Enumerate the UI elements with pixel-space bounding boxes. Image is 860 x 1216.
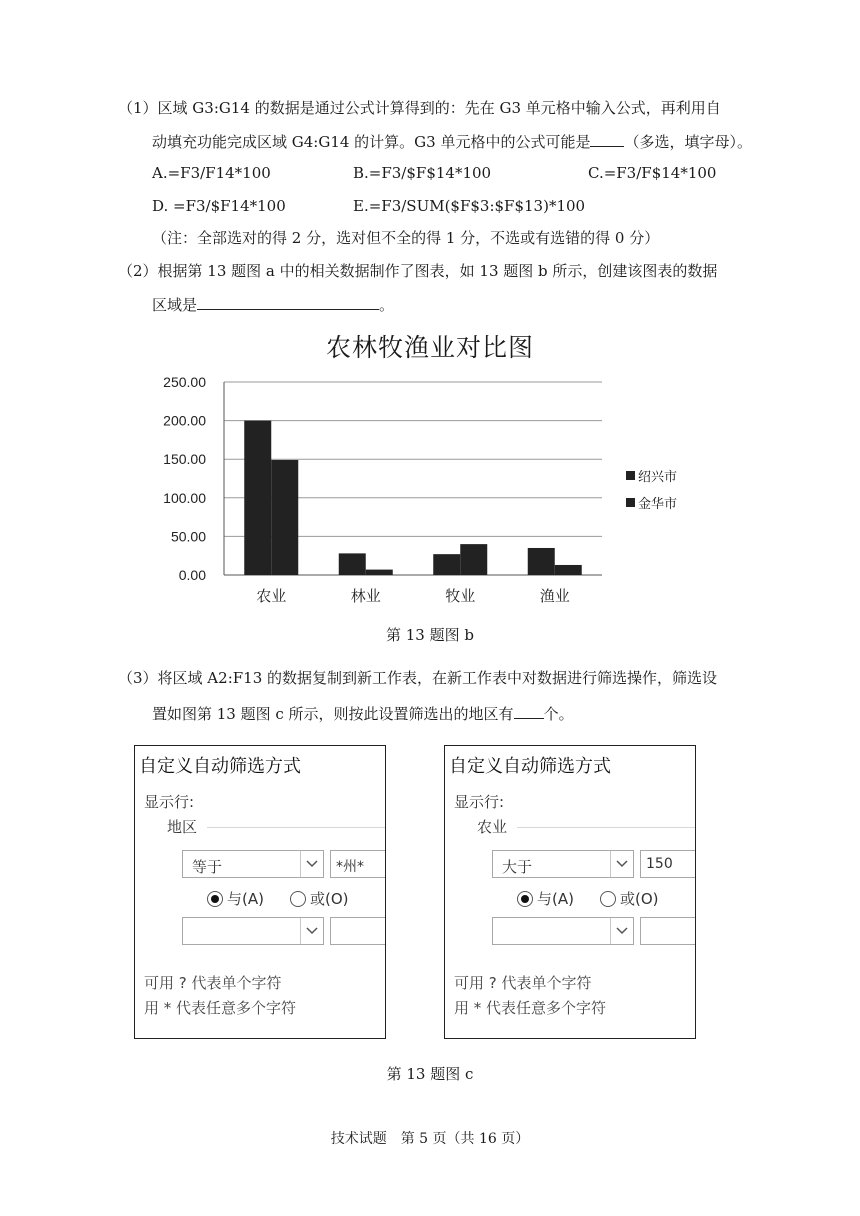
operator-value: 等于 (192, 858, 223, 876)
q1-line2-text: 动填充功能完成区域 G4:G14 的计算。G3 单元格中的公式可能是 (152, 133, 591, 151)
radio-unselected-icon[interactable] (290, 891, 306, 907)
legend-label: 金华市 (638, 497, 678, 512)
legend-label: 绍兴市 (638, 470, 678, 485)
q3-line2-end: 个。 (543, 705, 574, 723)
dialog-title: 自定义自动筛选方式 (449, 756, 611, 777)
and-radio[interactable] (517, 888, 574, 909)
criteria-input[interactable] (640, 850, 695, 878)
q2-line1: （2）根据第 13 题图 a 中的相关数据制作了图表，如 13 题图 b 所示，创建该图表的数据 (118, 262, 718, 280)
answer-blank (590, 130, 624, 147)
hint-single-char: 可用 ? 代表单个字符 (144, 974, 282, 992)
chevron-down-icon[interactable] (610, 918, 633, 944)
legend-swatch-icon (626, 498, 635, 507)
radio-dot (521, 895, 529, 903)
bar-chart (0, 370, 860, 610)
figure-c-caption: 第 13 题图 c (386, 1065, 474, 1083)
or-label: 或(O) (310, 890, 349, 908)
x-tick-label: 渔业 (539, 587, 570, 605)
operator-select-2[interactable] (182, 917, 324, 945)
answer-blank (197, 293, 379, 310)
radio-selected-icon[interactable] (207, 891, 223, 907)
and-label: 与(A) (537, 890, 574, 908)
bar-绍兴市 (528, 548, 555, 575)
q3-line1: （3）将区域 A2:F13 的数据复制到新工作表，在新工作表中对数据进行筛选操作，筛选设 (118, 669, 718, 687)
legend-item-jinhua (626, 493, 677, 512)
figure-b-caption: 第 13 题图 b (386, 626, 474, 644)
criteria-value: *州* (336, 859, 364, 875)
filter-field-label: 地区 (167, 818, 198, 836)
operator-value: 大于 (502, 858, 533, 876)
field-divider (517, 827, 695, 828)
bar-金华市 (366, 570, 393, 575)
field-divider (207, 827, 385, 828)
q1-option-b: B.=F3/$F$14*100 (353, 164, 492, 182)
legend-item-shaoxing (626, 466, 677, 485)
chart-title: 农林牧渔业对比图 (325, 333, 534, 362)
criteria-input-2[interactable] (640, 917, 695, 945)
radio-dot (211, 895, 219, 903)
and-label: 与(A) (227, 890, 264, 908)
or-label: 或(O) (620, 890, 659, 908)
hint-multi-char: 用 * 代表任意多个字符 (144, 999, 297, 1017)
bar-金华市 (460, 544, 487, 575)
q3-line2-text: 置如图第 13 题图 c 所示，则按此设置筛选出的地区有 (152, 705, 514, 723)
radio-unselected-icon[interactable] (600, 891, 616, 907)
q3-line2 (152, 702, 574, 724)
x-tick-label: 农业 (256, 587, 287, 605)
y-tick-label: 50.00 (170, 528, 206, 545)
bar-金华市 (555, 565, 582, 575)
x-tick-label: 林业 (350, 587, 381, 605)
q2-line2-end: 。 (379, 296, 395, 314)
criteria-input-2[interactable] (330, 917, 385, 945)
or-radio[interactable] (600, 888, 659, 909)
y-tick-label: 0.00 (178, 567, 206, 583)
q2-line2 (152, 293, 394, 315)
show-rows-label: 显示行: (144, 793, 195, 811)
legend-swatch-icon (626, 471, 635, 480)
bar-金华市 (271, 460, 298, 575)
bar-绍兴市 (433, 554, 460, 575)
x-tick-label: 牧业 (445, 587, 476, 605)
q1-line1: （1）区域 G3:G14 的数据是通过公式计算得到的：先在 G3 单元格中输入公式，再利用自 (118, 99, 721, 117)
bar-绍兴市 (339, 553, 366, 575)
operator-select-2[interactable] (492, 917, 634, 945)
bar-绍兴市 (244, 421, 271, 575)
custom-filter-dialog-agriculture (444, 745, 696, 1039)
y-tick-label: 100.00 (163, 489, 206, 506)
q1-line2-end: （多选，填字母）。 (624, 133, 752, 151)
chevron-down-icon[interactable] (300, 918, 323, 944)
q1-line2 (152, 130, 752, 152)
criteria-input[interactable] (330, 850, 385, 878)
q1-option-a: A.=F3/F14*100 (152, 164, 271, 182)
q1-option-c: C.=F3/F$14*100 (588, 164, 717, 182)
y-tick-label: 150.00 (163, 451, 206, 468)
answer-blank (514, 702, 544, 719)
q1-option-e: E.=F3/SUM($F$3:$F$13)*100 (353, 197, 586, 215)
filter-field-label: 农业 (477, 818, 508, 836)
q1-option-d: D. =F3/$F14*100 (152, 197, 286, 215)
chevron-down-icon[interactable] (300, 851, 323, 877)
radio-selected-icon[interactable] (517, 891, 533, 907)
q2-line2-text: 区域是 (152, 296, 198, 314)
hint-multi-char: 用 * 代表任意多个字符 (454, 999, 607, 1017)
chevron-down-icon[interactable] (610, 851, 633, 877)
operator-select[interactable] (492, 850, 634, 878)
and-radio[interactable] (207, 888, 264, 909)
or-radio[interactable] (290, 888, 349, 909)
dialog-title: 自定义自动筛选方式 (139, 756, 301, 777)
q1-note: （注：全部选对的得 2 分，选对但不全的得 1 分，不选或有选错的得 0 分） (152, 229, 660, 247)
operator-select[interactable] (182, 850, 324, 878)
show-rows-label: 显示行: (454, 793, 505, 811)
hint-single-char: 可用 ? 代表单个字符 (454, 974, 592, 992)
y-tick-label: 200.00 (163, 412, 206, 429)
custom-filter-dialog-region (134, 745, 386, 1039)
y-tick-label: 250.00 (163, 374, 206, 390)
page-footer: 技术试题 第 5 页（共 16 页） (330, 1131, 530, 1147)
criteria-value: 150 (646, 856, 673, 872)
